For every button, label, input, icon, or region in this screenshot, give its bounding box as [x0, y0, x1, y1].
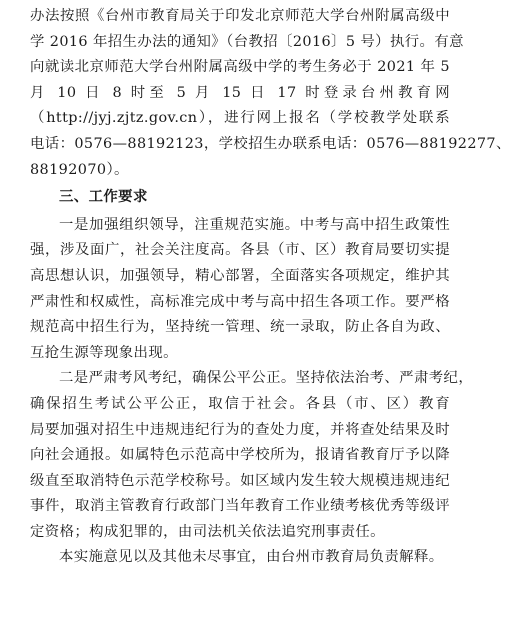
text-line: 局要加强对招生中违规违纪行为的查处力度，并将查处结果及时: [30, 421, 450, 438]
text-line: 学 2016 年招生办法的通知》（台教招〔2016〕5 号）执行。有意: [30, 33, 464, 50]
text-line: 高思想认识，加强领导，精心部署，全面落实各项规定，维护其: [30, 267, 450, 284]
text-line: 定资格；构成犯罪的，由司法机关依法追究刑事责任。: [30, 523, 385, 540]
text-line: 互抢生源等现象出现。: [30, 344, 178, 361]
text-line: 一是加强组织领导，注重规范实施。中考与高中招生政策性: [59, 216, 450, 233]
paragraph-exam-discipline: [30, 366, 474, 545]
text-line: 向就读北京师范大学台州附属高级中学的考生务必于 2021 年 5: [30, 59, 450, 76]
text-line: 二是严肃考风考纪，确保公平公正。坚持依法治考、严肃考纪，: [59, 370, 474, 387]
text-line: 向社会通报。如属特色示范高中学校所为，报请省教育厅予以降: [30, 447, 450, 464]
text-line: 级直至取消特色示范学校称号。如区域内发生较大规模违规违纪: [30, 472, 450, 489]
paragraph-organization: [30, 213, 450, 367]
closing-paragraph: 本实施意见以及其他未尽事宜，由台州市教育局负责解释。: [59, 549, 444, 566]
text-line: 月 10 日 8 时至 5 月 15 日 17 时登录台州教育网: [30, 84, 450, 101]
text-line: 确保招生考试公平公正，取信于社会。各县（市、区）教育: [30, 395, 450, 412]
section-heading: 三、工作要求: [59, 189, 148, 206]
text-line: 88192070）。: [30, 161, 129, 178]
text-line: 强，涉及面广，社会关注度高。各县（市、区）教育局要切实提: [30, 242, 450, 259]
paragraph-enrollment-procedure: [30, 4, 511, 183]
text-line: 办法按照《台州市教育局关于印发北京师范大学台州附属高级中: [30, 8, 450, 24]
text-line: 事件，取消主管教育行政部门当年教育工作业绩考核优秀等级评: [30, 498, 450, 515]
text-line: 严肃性和权威性，高标准完成中考与高中招生各项工作。要严格: [30, 293, 450, 310]
text-line: （http://jyj.zjtz.gov.cn），进行网上报名（学校教学处联系: [30, 110, 450, 127]
text-line: 电话：0576—88192123，学校招生办联系电话：0576—88192277、: [30, 135, 511, 152]
text-line: 规范高中招生行为，坚持统一管理、统一录取，防止各自为政、: [30, 319, 450, 336]
